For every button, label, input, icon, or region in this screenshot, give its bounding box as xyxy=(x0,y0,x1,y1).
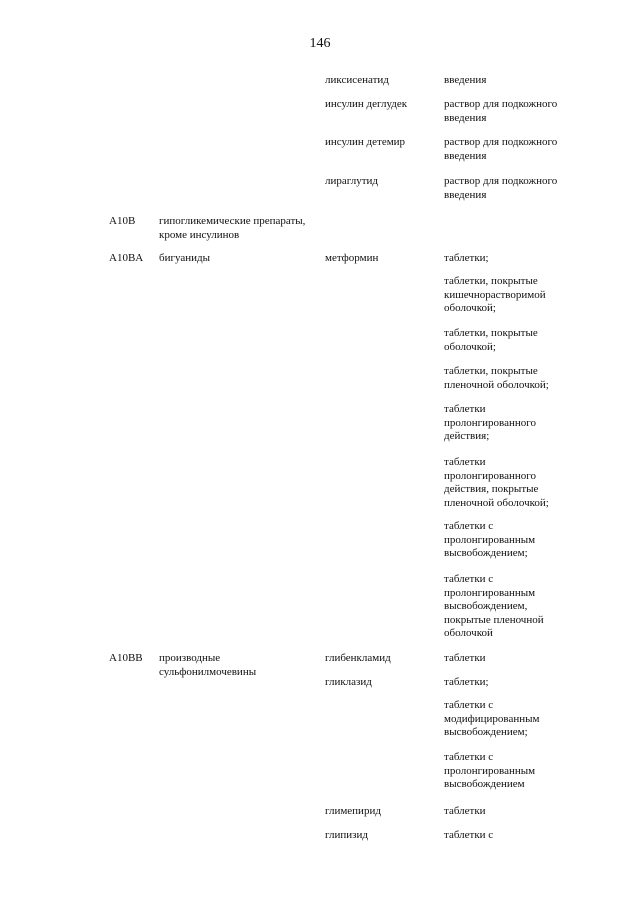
substance-name: глибенкламид xyxy=(325,652,391,664)
dosage-form: раствор для подкожного введения xyxy=(444,98,558,124)
dosage-form: таблетки пролонгированного действия; xyxy=(444,403,536,442)
substance-name: глипизид xyxy=(325,829,368,841)
atc-group-name: гипогликемические препараты, кроме инсулинов xyxy=(159,215,306,241)
atc-code: A10BA xyxy=(109,252,144,264)
substance-name: глимепирид xyxy=(325,805,381,817)
atc-code: A10BB xyxy=(109,652,143,664)
dosage-form: таблетки с пролонгированным высвобождением, покрытые пленочной оболочкой xyxy=(444,573,544,639)
dosage-form: таблетки xyxy=(444,652,486,664)
dosage-form: введения xyxy=(444,74,487,86)
dosage-form: таблетки, покрытые оболочкой; xyxy=(444,327,538,353)
dosage-form: таблетки с пролонгированным высвобождением xyxy=(444,751,536,790)
substance-name: ликсисенатид xyxy=(325,74,389,86)
atc-group-name: бигуаниды xyxy=(159,252,210,264)
substance-name: метформин xyxy=(325,252,379,264)
substance-name: гликлазид xyxy=(325,676,372,688)
substance-name: инсулин детемир xyxy=(325,136,406,148)
dosage-form: таблетки пролонгированного действия, покрытые пленочной оболочкой; xyxy=(444,456,549,509)
dosage-form: таблетки, покрытые кишечнорастворимой оболочкой; xyxy=(444,275,546,314)
dosage-form: таблетки с модифицированным высвобождением; xyxy=(444,699,540,738)
substance-name: инсулин деглудек xyxy=(325,98,408,110)
dosage-form: таблетки с xyxy=(444,829,494,841)
dosage-form: раствор для подкожного введения xyxy=(444,136,558,162)
substance-name: лираглутид xyxy=(325,175,378,187)
page-number: 146 xyxy=(309,36,331,51)
dosage-form: таблетки xyxy=(444,805,486,817)
atc-code: A10B xyxy=(109,215,136,227)
dosage-form: таблетки с пролонгированным высвобождением; xyxy=(444,520,536,559)
atc-group-name: производные сульфонилмочевины xyxy=(159,652,257,678)
dosage-form: таблетки; xyxy=(444,252,489,264)
dosage-form: раствор для подкожного введения xyxy=(444,175,558,201)
dosage-form: таблетки, покрытые пленочной оболочкой; xyxy=(444,365,549,391)
dosage-form: таблетки; xyxy=(444,676,489,688)
